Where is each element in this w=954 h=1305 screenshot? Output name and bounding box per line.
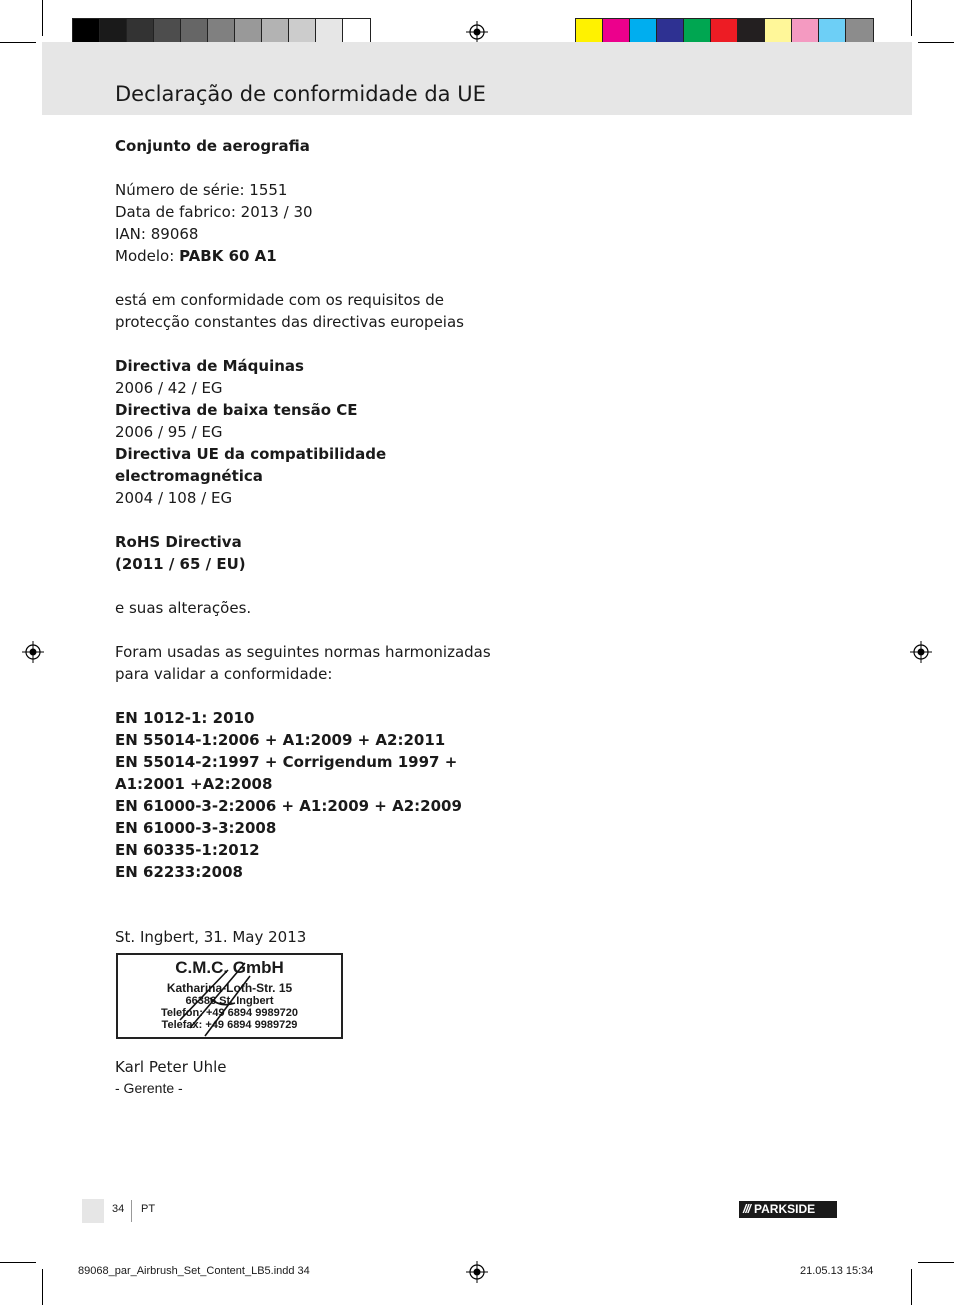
crop-mark <box>0 42 36 43</box>
directive-title: (2011 / 65 / EU) <box>115 555 246 573</box>
directive-title: electromagnética <box>115 467 263 485</box>
stamp-city: 66386 St. Ingbert <box>185 995 274 1007</box>
ian-number: IAN: 89068 <box>115 225 199 243</box>
crop-mark <box>911 1269 912 1305</box>
stamp-fax: Telefax: +49 6894 9989729 <box>161 1019 298 1031</box>
page-number-box <box>82 1199 104 1223</box>
conformity-text: está em conformidade com os requisitos de <box>115 291 444 309</box>
stamp-company: C.M.C. GmbH <box>175 958 284 977</box>
page-number: 34 <box>112 1203 125 1215</box>
standards-intro: Foram usadas as seguintes normas harmonizadas <box>115 643 491 661</box>
directive-title: Directiva de baixa tensão CE <box>115 401 358 419</box>
standard-item: EN 55014-2:1997 + Corrigendum 1997 + <box>115 753 458 771</box>
place-date: St. Ingbert, 31. May 2013 <box>115 928 307 946</box>
directive-ref: 2004 / 108 / EG <box>115 489 233 507</box>
logo-slashes: /// <box>743 1202 751 1216</box>
model-line <box>115 245 495 267</box>
declaration-body <box>115 135 495 948</box>
model-value: PABK 60 A1 <box>179 247 277 265</box>
standard-item: EN 61000-3-2:2006 + A1:2009 + A2:2009 <box>115 797 462 815</box>
slug-filename: 89068_par_Airbrush_Set_Content_LB5.indd 34 <box>78 1265 310 1277</box>
serial-number: Número de série: 1551 <box>115 181 288 199</box>
signer-role: - Gerente - <box>115 1080 183 1096</box>
stamp-street: Katharina-Loth-Str. 15 <box>166 981 293 995</box>
crop-mark <box>911 0 912 36</box>
product-name: Conjunto de aerografia <box>115 137 310 155</box>
slug-datetime: 21.05.13 15:34 <box>800 1265 874 1277</box>
directive-title: Directiva de Máquinas <box>115 357 304 375</box>
amendments-text: e suas alterações. <box>115 599 252 617</box>
crop-mark <box>918 1262 954 1263</box>
directive-ref: 2006 / 42 / EG <box>115 379 223 397</box>
crop-mark <box>42 1269 43 1305</box>
registration-mark-icon <box>466 1261 488 1283</box>
crop-mark <box>918 42 954 43</box>
standards-intro: para validar a conformidade: <box>115 665 333 683</box>
registration-mark-icon <box>910 641 932 663</box>
directive-ref: 2006 / 95 / EG <box>115 423 223 441</box>
standard-item: EN 60335-1:2012 <box>115 841 260 859</box>
conformity-text: protecção constantes das directivas europeias <box>115 313 464 331</box>
signer-name: Karl Peter Uhle <box>115 1058 227 1076</box>
stamp-phone: Telefon: +49 6894 9989720 <box>160 1007 299 1019</box>
standard-item: EN 55014-1:2006 + A1:2009 + A2:2011 <box>115 731 446 749</box>
crop-mark <box>0 1262 36 1263</box>
manufacture-date: Data de fabrico: 2013 / 30 <box>115 203 313 221</box>
standard-item: EN 62233:2008 <box>115 863 243 881</box>
directive-title: RoHS Directiva <box>115 533 242 551</box>
model-label: Modelo: <box>115 247 175 265</box>
parkside-logo <box>739 1201 837 1218</box>
registration-mark-icon <box>22 641 44 663</box>
handwritten-signature <box>150 958 270 1038</box>
registration-mark-icon <box>466 21 488 43</box>
standard-item: A1:2001 +A2:2008 <box>115 775 273 793</box>
standard-item: EN 1012-1: 2010 <box>115 709 255 727</box>
crop-mark <box>42 0 43 36</box>
logo-text: PARKSIDE <box>754 1202 816 1216</box>
language-code: PT <box>141 1203 156 1215</box>
standard-item: EN 61000-3-3:2008 <box>115 819 277 837</box>
page-title: Declaração de conformidade da UE <box>115 82 486 106</box>
divider <box>131 1200 132 1222</box>
directive-title: Directiva UE da compatibilidade <box>115 445 387 463</box>
